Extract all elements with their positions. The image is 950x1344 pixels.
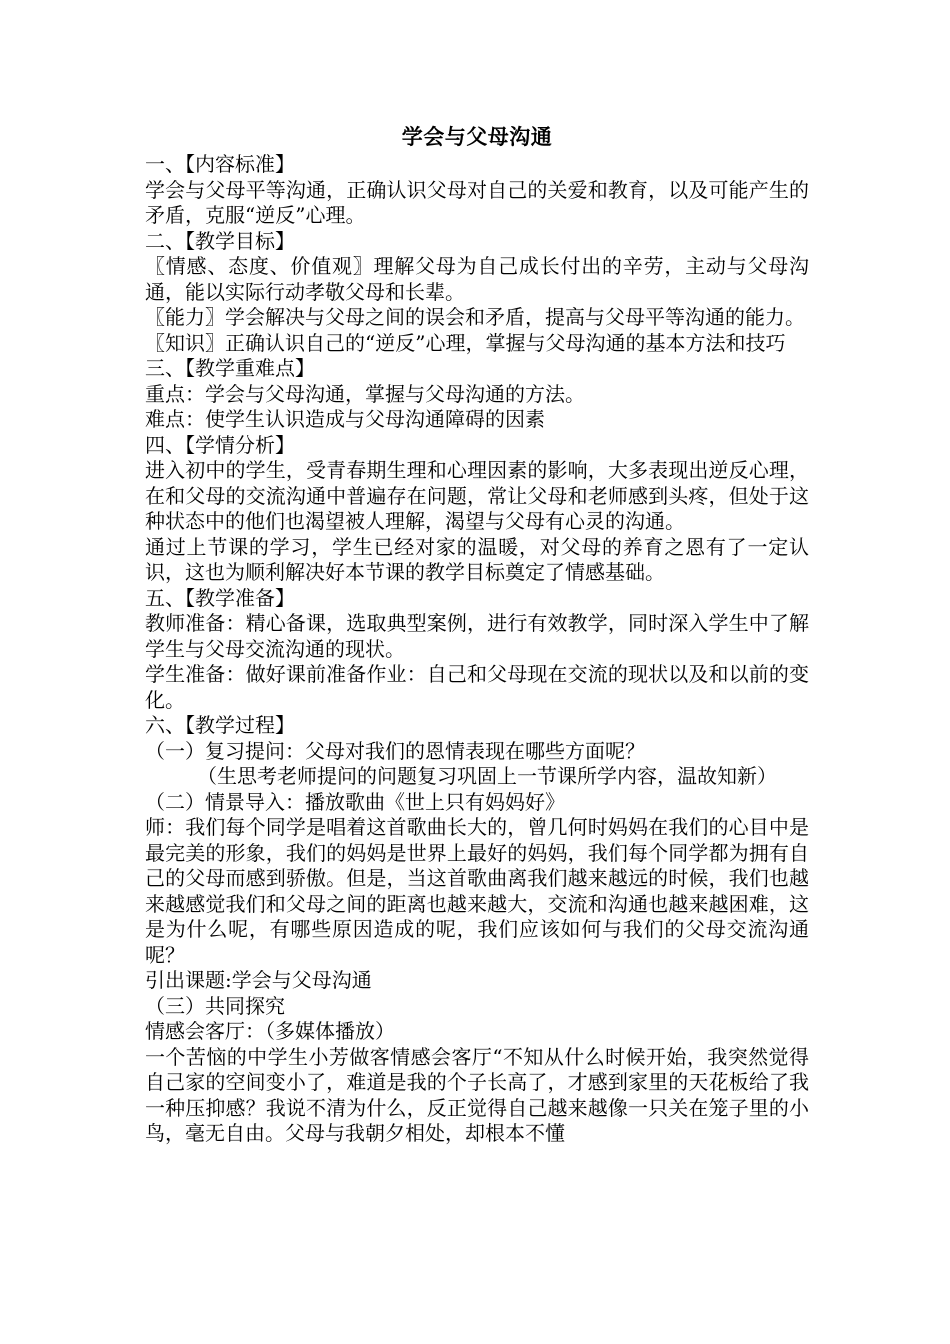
paragraph: 重点：学会与父母沟通，掌握与父母沟通的方法。 — [145, 381, 585, 406]
paragraph: （二）情景导入：播放歌曲《世上只有妈妈好》 — [145, 789, 565, 814]
paragraph: （生思考老师提问的问题复习巩固上一节课所学内容，温故知新） — [197, 764, 777, 788]
paragraph: 情感会客厅：（多媒体播放） — [145, 1019, 395, 1043]
section-heading: 五、【教学准备】 — [145, 585, 295, 610]
paragraph: 学生准备：做好课前准备作业：自己和父母现在交流的现状以及和以前的变化。 — [145, 662, 809, 712]
section-heading: 六、【教学过程】 — [145, 713, 295, 737]
paragraph: （一）复习提问：父母对我们的恩情表现在哪些方面呢？ — [145, 738, 645, 763]
section-heading: 二、【教学目标】 — [145, 228, 295, 253]
document-title: 学会与父母沟通 — [401, 124, 553, 149]
section-heading: 四、【学情分析】 — [145, 432, 295, 457]
paragraph: 进入初中的学生，受青春期生理和心理因素的影响，大多表现出逆反心理，在和父母的交流沟通中普遍存在问题，常让父母和老师感到头疼，但处于这种状态中的他们也渴望被人理解，渴望与父母有心灵的沟通。 — [145, 458, 809, 533]
paragraph: 〖能力〗学会解决与父母之间的误会和矛盾，提高与父母平等沟通的能力。 — [145, 305, 805, 329]
paragraph: 〖情感、态度、价值观〗理解父母为自己成长付出的辛劳，主动与父母沟通，能以实际行动孝敬父母和长辈。 — [145, 254, 809, 304]
paragraph: 〖知识〗正确认识自己的“逆反”心理，掌握与父母沟通的基本方法和技巧 — [145, 330, 786, 355]
paragraph: 学会与父母平等沟通，正确认识父母对自己的关爱和教育，以及可能产生的矛盾，克服“逆反”心理。 — [145, 177, 809, 227]
section-heading: 三、【教学重难点】 — [145, 356, 315, 380]
paragraph: （三）共同探究 — [145, 993, 285, 1018]
paragraph: 通过上节课的学习，学生已经对家的温暖，对父母的养育之恩有了一定认识，这也为顺利解决好本节课的教学目标奠定了情感基础。 — [145, 534, 809, 584]
document-page — [145, 122, 809, 1147]
paragraph: 教师准备：精心备课，选取典型案例，进行有效教学，同时深入学生中了解学生与父母交流沟通的现状。 — [145, 611, 809, 661]
paragraph: 难点：使学生认识造成与父母沟通障碍的因素 — [145, 407, 545, 431]
paragraph: 一个苦恼的中学生小芳做客情感会客厅“不知从什么时候开始，我突然觉得自己家的空间变小了，难道是我的个子长高了，才感到家里的天花板给了我一种压抑感？我说不清为什么，反正觉得自己越来越像一只关在笼子里的小鸟，毫无自由。父母与我朝夕相处，却根本不懂 — [145, 1044, 809, 1145]
paragraph: 引出课题:学会与父母沟通 — [145, 968, 372, 992]
section-heading: 一、【内容标准】 — [145, 152, 295, 176]
paragraph: 师：我们每个同学是唱着这首歌曲长大的，曾几何时妈妈在我们的心目中是最完美的形象，我们的妈妈是世界上最好的妈妈，我们每个同学都为拥有自己的父母而感到骄傲。但是，当这首歌曲离我们越来越远的时候，我们也越来越感觉我们和父母之间的距离也越来越大，交流和沟通也越来越困难，这是为什么呢，有哪些原因造成的呢，我们应该如何与我们的父母交流沟通呢？ — [145, 815, 809, 967]
